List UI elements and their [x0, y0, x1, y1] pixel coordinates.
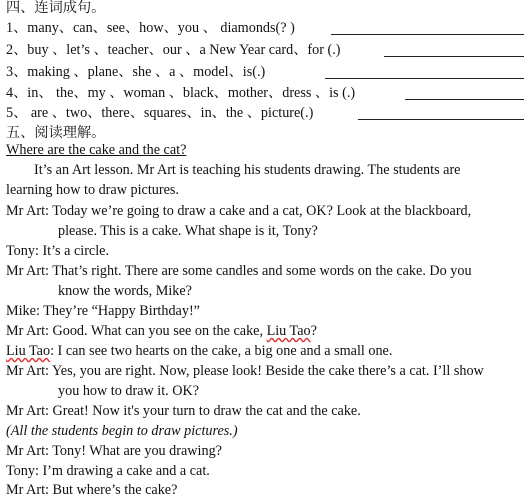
passage-line: know the words, Mike?: [58, 283, 192, 299]
exercise-item-4: 4、in、 the、my 、woman 、black、mother、dress 、is (.): [6, 85, 356, 101]
answer-blank-2[interactable]: [384, 56, 524, 57]
section4-heading: 四、连词成句。: [6, 0, 106, 16]
dialogue-text: Mr Art: Good. What can you see on the cake,: [6, 323, 267, 339]
passage-title: Where are the cake and the cat?: [6, 142, 187, 158]
dialogue-text: ?: [310, 323, 317, 339]
answer-blank-5[interactable]: [358, 119, 524, 120]
passage-line: (All the students begin to draw pictures.): [6, 423, 238, 439]
spellcheck-name: Liu Tao: [6, 343, 51, 359]
passage-line: Mr Art: Tony! What are you drawing?: [6, 443, 222, 459]
exercise-item-2: 2、buy 、let’s 、teacher、our 、a New Year card、for (.): [6, 42, 341, 58]
passage-line: Mr Art: Today we’re going to draw a cake and a cat, OK? Look at the blackboard,: [6, 203, 472, 219]
exercise-item-1: 1、many、can、see、how、you 、 diamonds(? ): [6, 20, 295, 36]
passage-line: please. This is a cake. What shape is it, Tony?: [58, 223, 318, 239]
passage-line: It’s an Art lesson. Mr Art is teaching his students drawing. The students are: [34, 162, 461, 178]
passage-line: Tony: It’s a circle.: [6, 243, 110, 259]
spellcheck-name: Liu Tao: [266, 323, 311, 339]
exercise-item-5: 5、 are 、two、there、squares、in、the 、picture(.): [6, 105, 314, 121]
answer-blank-3[interactable]: [325, 78, 524, 79]
passage-line: Mr Art: That’s right. There are some candles and some words on the cake. Do you: [6, 263, 472, 279]
answer-blank-4[interactable]: [405, 99, 524, 100]
section5-heading: 五、阅读理解。: [6, 125, 106, 141]
passage-line: Mike: They’re “Happy Birthday!”: [6, 303, 200, 319]
passage-line: you how to draw it. OK?: [58, 383, 200, 399]
passage-line: Tony: I’m drawing a cake and a cat.: [6, 463, 210, 479]
passage-line: Mr Art: Yes, you are right. Now, please look! Beside the cake there’s a cat. I’ll show: [6, 363, 484, 379]
passage-line: [6, 323, 317, 340]
answer-blank-1[interactable]: [331, 34, 524, 35]
dialogue-text: : I can see two hearts on the cake, a big one and a small one.: [50, 343, 393, 359]
exercise-item-3: 3、making 、plane、she 、a 、model、is(.): [6, 64, 266, 80]
passage-line: [6, 343, 392, 360]
passage-line: learning how to draw pictures.: [6, 182, 179, 198]
passage-line: Mr Art: But where’s the cake?: [6, 482, 178, 498]
passage-line: Mr Art: Great! Now it's your turn to draw the cat and the cake.: [6, 403, 361, 419]
